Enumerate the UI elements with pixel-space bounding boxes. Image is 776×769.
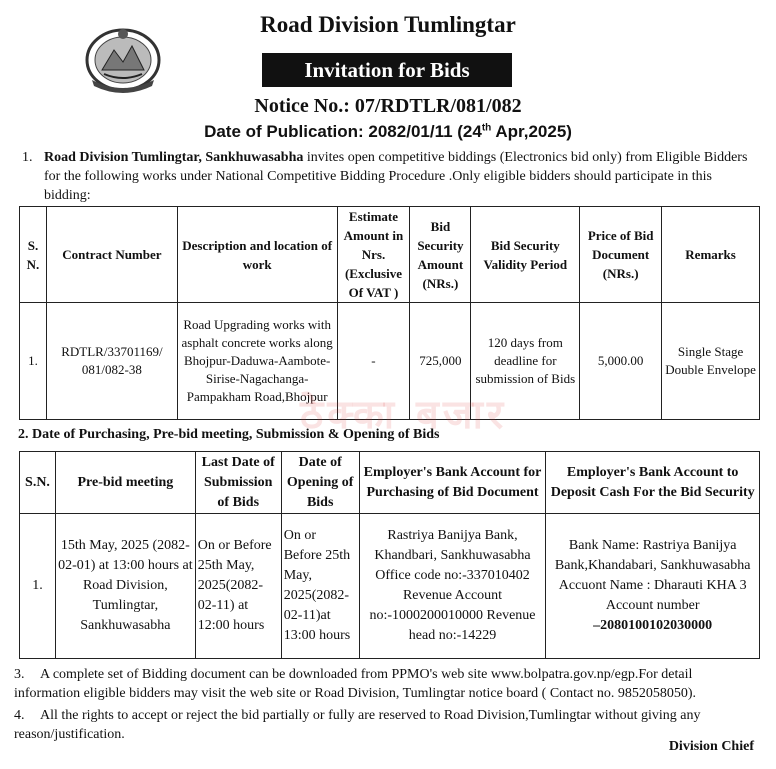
publication-date: Date of Publication: 2082/01/11 (24th Apr,2025) — [204, 122, 572, 141]
paragraph-3: 3. A complete set of Bidding document can be downloaded from PPMO's web site www.bolpatra.gov.np/egp.For detail information eligible bidders may visit the web site or Road Division, Tumlingtar notice board ( Contact no. 9852058050). — [14, 667, 697, 701]
header-description: Description and location of work — [177, 207, 337, 303]
header-prebid: Pre-bid meeting — [55, 452, 195, 514]
header-price: Price of Bid Document (NRs.) — [580, 207, 662, 303]
cell-validity: 120 days from deadline for submission of Bids — [471, 303, 580, 420]
account-number: –2080100102030000 — [593, 618, 713, 633]
cell-bid-security: 725,000 — [410, 303, 471, 420]
header-contract-number: Contract Number — [46, 207, 177, 303]
header-last-date: Last Date of Submission of Bids — [195, 452, 281, 514]
notice-number: Notice No.: 07/RDTLR/081/082 — [254, 95, 522, 117]
cell-sn-2: 1. — [20, 514, 56, 659]
header-account-purchase: Employer's Bank Account for Purchasing of Bid Document — [359, 452, 546, 514]
schedule-table — [19, 451, 760, 659]
cell-last-date: On or Before 25th May, 2025(2082-02-11) at 12:00 hours — [195, 514, 281, 659]
cell-price: 5,000.00 — [580, 303, 662, 420]
invitation-banner: Invitation for Bids — [262, 53, 512, 87]
cell-contract: RDTLR/33701169/ 081/082-38 — [46, 303, 177, 420]
cell-remarks: Single Stage Double Envelope — [662, 303, 760, 420]
section-2-title: 2. Date of Purchasing, Pre-bid meeting, Submission & Opening of Bids — [18, 427, 440, 442]
organization-title: Road Division Tumlingtar — [260, 12, 516, 37]
bidder-org: Road Division Tumlingtar, Sankhuwasabha — [44, 150, 304, 165]
header-account-deposit: Employer's Bank Account to Deposit Cash For the Bid Security — [546, 452, 760, 514]
header-estimate: Estimate Amount in Nrs. (Exclusive Of VAT ) — [337, 207, 410, 303]
cell-description: Road Upgrading works with asphalt concrete works along Bhojpur-Daduwa-Aambote-Sirise-Nagachanga-Pampakham Road,Bhojpur — [177, 303, 337, 420]
header-validity: Bid Security Validity Period — [471, 207, 580, 303]
header-opening: Date of Opening of Bids — [281, 452, 359, 514]
paragraph-1: 1. Road Division Tumlingtar, Sankhuwasabha invites open competitive biddings (Electronics bid only) from Eligible Bidders for the following works under National Competitive Bidding Procedure .Only eligible bidders should participate in this bidding: — [22, 150, 748, 203]
cell-sn: 1. — [20, 303, 47, 420]
signature: Division Chief — [668, 739, 754, 754]
table-row — [20, 514, 760, 659]
cell-prebid: 15th May, 2025 (2082-02-01) at 13:00 hours at Road Division, Tumlingtar, Sankhuwasabha — [55, 514, 195, 659]
cell-account-deposit: Bank Name: Rastriya Banijya Bank,Khandabari, Sankhuwasabha Accuont Name : Dharauti KHA 3 Account number –2080100102030000 — [546, 514, 760, 659]
paragraph-4: 4. All the rights to accept or reject the bid partially or fully are reserved to Road Division,Tumlingtar without giving any reason/justification. — [14, 708, 701, 742]
header-sn-2: S.N. — [20, 452, 56, 514]
watermark: ठेक्का बजार — [300, 392, 508, 438]
cell-account-purchase: Rastriya Banijya Bank, Khandbari, Sankhuwasabha Office code no:-337010402 Revenue Account no:-1000200010000 Revenue head no:-14229 — [359, 514, 546, 659]
cell-opening: On or Before 25th May, 2025(2082-02-11)at 13:00 hours — [281, 514, 359, 659]
header-remarks: Remarks — [662, 207, 760, 303]
header-bid-security: Bid Security Amount (NRs.) — [410, 207, 471, 303]
cell-estimate: - — [337, 303, 410, 420]
header-sn: S. N. — [20, 207, 47, 303]
